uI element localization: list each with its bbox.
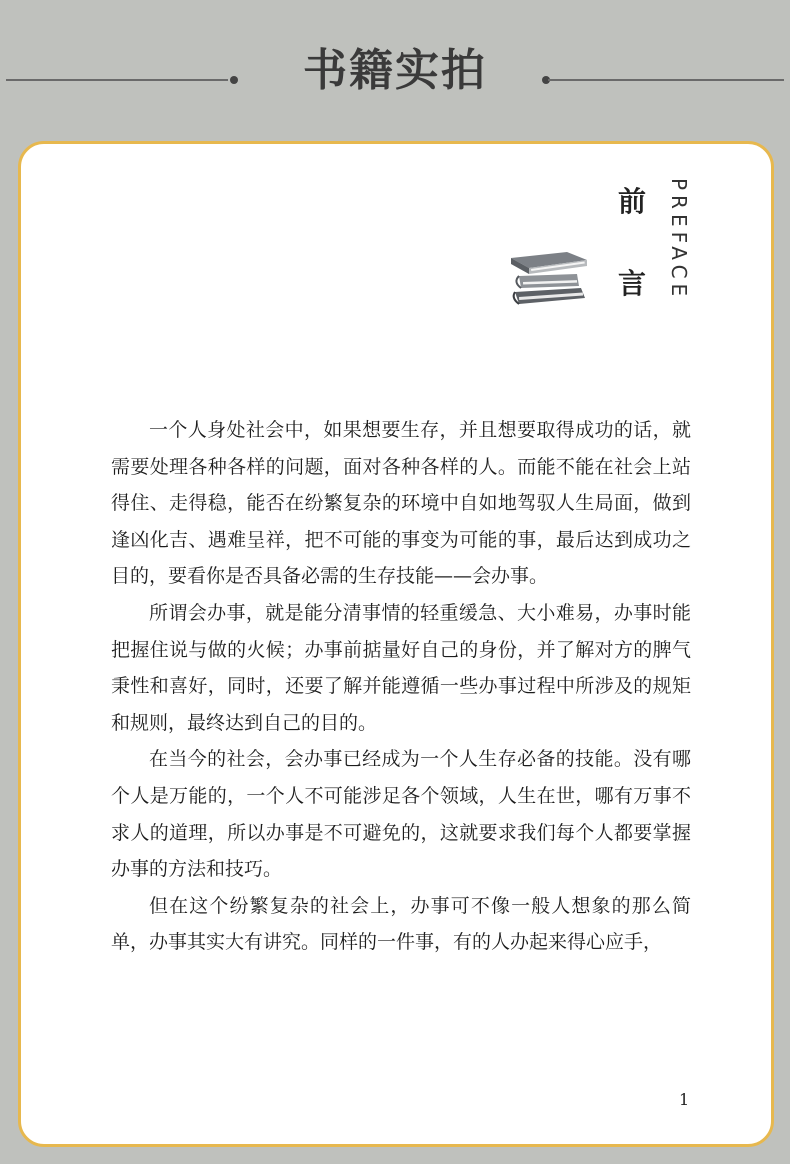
banner-title: 书籍实拍 <box>303 45 487 96</box>
paragraph: 所谓会办事，就是能分清事情的轻重缓急、大小难易，办事时能把握住说与做的火候；办事前掂量好自己的身份，并了解对方的脾气秉性和喜好，同时，还要了解并能遵循一些办事过程中所涉及的规矩和规则，最终达到自己的目的。 <box>111 601 691 734</box>
books-stack-icon <box>507 244 593 310</box>
heading-char-2: 言 <box>618 267 647 300</box>
book-page <box>18 141 774 1147</box>
heading-english: PREFACE <box>667 178 691 302</box>
paragraph: 一个人身处社会中，如果想要生存，并且想要取得成功的话，就需要处理各种各样的问题，面对各种各样的人。而能不能在社会上站得住、走得稳，能否在纷繁复杂的环境中自如地驾驭人生局面，做到逢凶化吉、遇难呈祥，把不可能的事变为可能的事，最后达到成功之目的，要看你是否具备必需的生存技能——会办事。 <box>111 419 691 588</box>
page-number: 1 <box>679 1090 690 1109</box>
body-text <box>111 412 691 961</box>
paragraph: 在当今的社会，会办事已经成为一个人生存必备的技能。没有哪个人是万能的，一个人不可能涉足各个领域，人生在世，哪有万事不求人的道理，所以办事是不可避免的，这就要求我们每个人都要掌握办事的方法和技巧。 <box>111 748 691 881</box>
banner <box>0 0 790 130</box>
heading-char-1: 前 <box>618 185 647 218</box>
paragraph: 但在这个纷繁复杂的社会上，办事可不像一般人想象的那么简单，办事其实大有讲究。同样的一件事，有的人办起来得心应手， <box>111 894 691 954</box>
banner-rule-right <box>548 79 784 81</box>
